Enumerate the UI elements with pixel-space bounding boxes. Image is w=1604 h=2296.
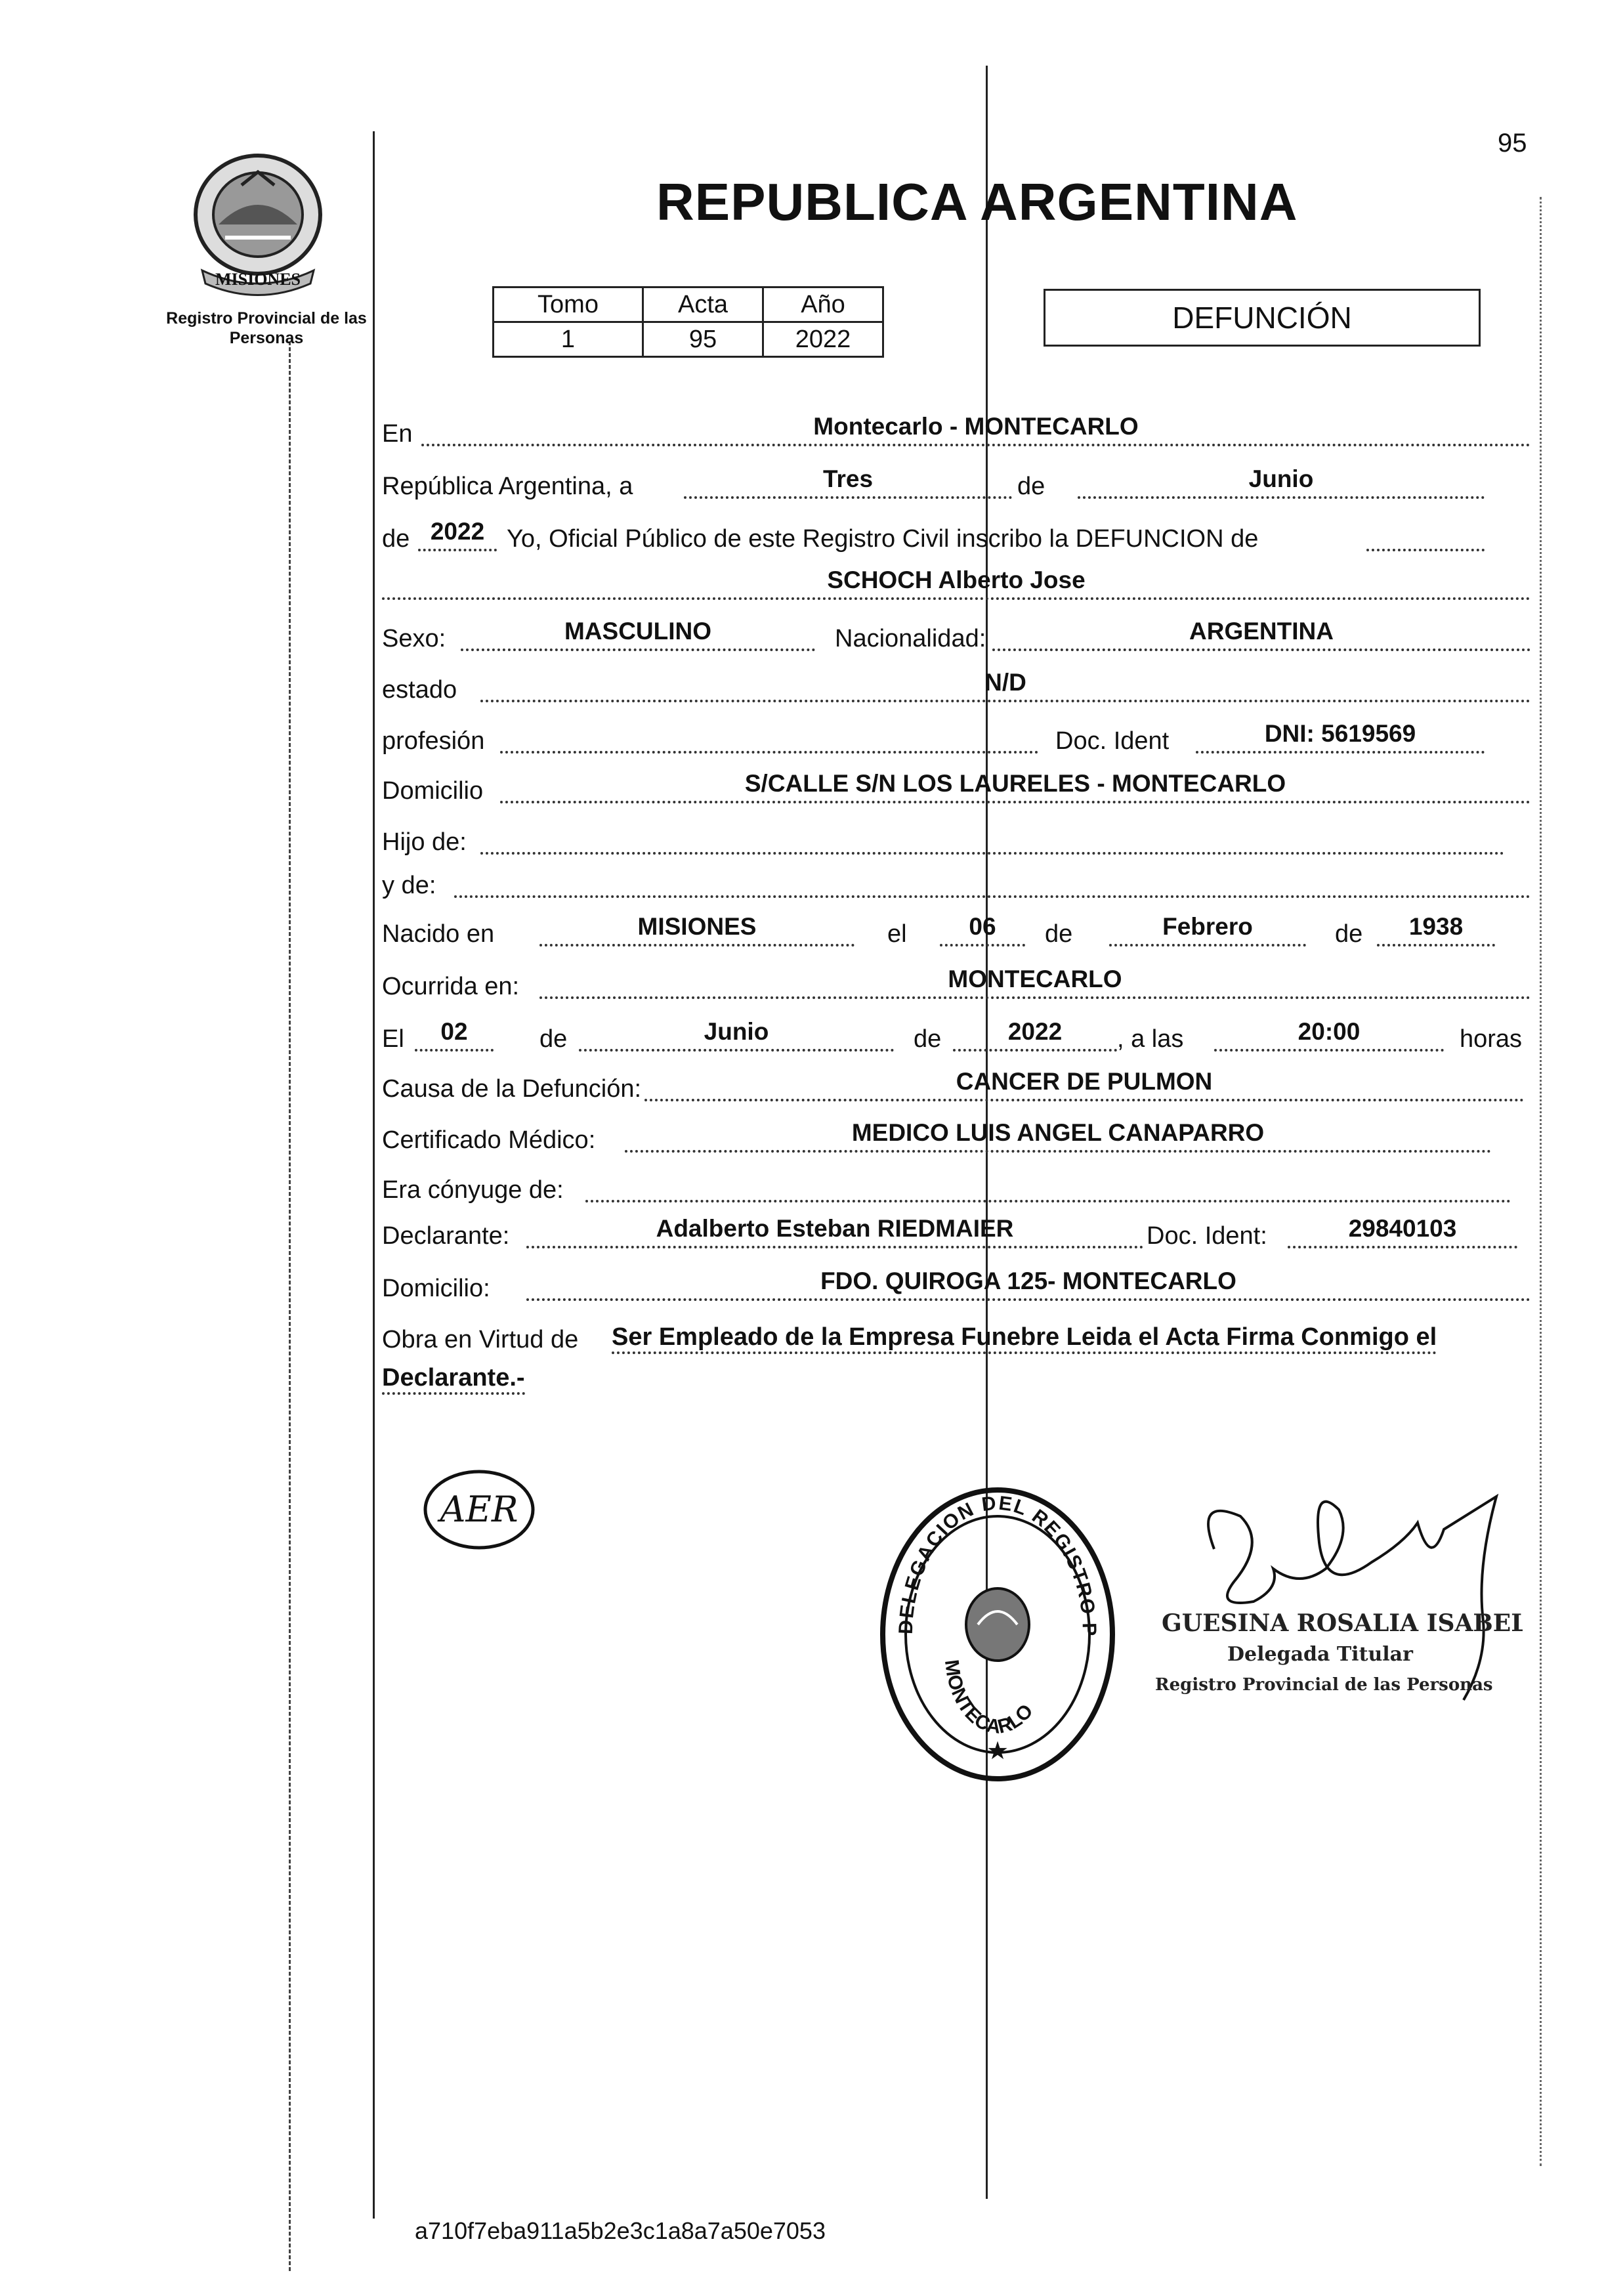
domicilio-label: Domicilio bbox=[382, 777, 484, 805]
row-domicilio bbox=[382, 769, 1537, 809]
certificado-label: Certificado Médico: bbox=[382, 1126, 596, 1154]
horas-label: horas bbox=[1460, 1025, 1523, 1053]
nacido-label: Nacido en bbox=[382, 920, 495, 948]
acta-header: Acta bbox=[643, 287, 763, 322]
tomo-value: 1 bbox=[494, 322, 643, 357]
domicilio-value: S/CALLE S/N LOS LAURELES - MONTECARLO bbox=[500, 769, 1530, 803]
hijo-value bbox=[480, 820, 1504, 855]
row-obra bbox=[382, 1319, 1537, 1405]
de-year-label: de bbox=[382, 525, 410, 553]
row-causa bbox=[382, 1067, 1537, 1107]
row-hijo bbox=[382, 820, 1537, 860]
conyuge-value bbox=[585, 1168, 1511, 1202]
nacionalidad-value: ARGENTINA bbox=[992, 617, 1530, 651]
row-en bbox=[382, 412, 1537, 452]
left-dashed-line bbox=[289, 341, 292, 2271]
record-table bbox=[492, 286, 884, 358]
acta-value: 95 bbox=[643, 322, 763, 357]
obra-value-line1: Ser Empleado de la Empresa Funebre Leida el Acta Firma Conmigo el bbox=[612, 1323, 1437, 1354]
left-margin-line bbox=[373, 131, 375, 2219]
conyuge-label: Era cónyuge de: bbox=[382, 1176, 564, 1204]
row-nacido bbox=[382, 912, 1537, 952]
doc-ident-value: DNI: 5619569 bbox=[1196, 719, 1485, 754]
domicilio-declarante-label: Domicilio: bbox=[382, 1275, 490, 1302]
registrar-office: Registro Provincial de las Personas bbox=[1155, 1675, 1493, 1695]
initials-mark bbox=[420, 1464, 538, 1559]
declarante-value: Adalberto Esteban RIEDMAIER bbox=[526, 1214, 1143, 1248]
anio-value: 2022 bbox=[763, 322, 883, 357]
yde-value bbox=[454, 864, 1530, 898]
svg-text:MONTECARLO bbox=[940, 1659, 1038, 1738]
registrar-name: GUESINA ROSALIA ISABEL bbox=[1162, 1609, 1523, 1637]
death-year: 2022 bbox=[953, 1017, 1117, 1052]
registry-caption: Registro Provincial de las Personas bbox=[166, 309, 367, 347]
de-death-year-label: de bbox=[914, 1025, 942, 1053]
stamp-star-icon: ★ bbox=[986, 1737, 1009, 1765]
right-dotted-line bbox=[1540, 197, 1543, 2166]
row-yde bbox=[382, 864, 1537, 903]
death-time: 20:00 bbox=[1214, 1017, 1444, 1052]
causa-value: CANCER DE PULMON bbox=[644, 1067, 1524, 1101]
birth-day: 06 bbox=[940, 912, 1025, 946]
estado-value: N/D bbox=[480, 668, 1530, 702]
row-death-date bbox=[382, 1017, 1537, 1057]
obra-label: Obra en Virtud de bbox=[382, 1326, 579, 1353]
document-hash: a710f7eba911a5b2e3c1a8a7a50e7053 bbox=[415, 2217, 826, 2244]
sexo-label: Sexo: bbox=[382, 625, 446, 652]
year-value: 2022 bbox=[418, 517, 497, 551]
estado-label: estado bbox=[382, 676, 457, 704]
row-conyuge bbox=[382, 1168, 1537, 1208]
declarante-label: Declarante: bbox=[382, 1222, 510, 1250]
de-death-month-label: de bbox=[539, 1025, 568, 1053]
stamp-city: MONTECARLO bbox=[940, 1658, 1038, 1738]
row-ocurrida bbox=[382, 965, 1537, 1004]
row-profesion bbox=[382, 719, 1537, 759]
de-label: de bbox=[1017, 473, 1045, 500]
en-label: En bbox=[382, 420, 413, 448]
obra-value-line2: Declarante.- bbox=[382, 1364, 525, 1395]
yo-trailing-fill bbox=[1366, 517, 1485, 551]
death-day: 02 bbox=[415, 1017, 494, 1052]
de-birth-year-label: de bbox=[1335, 920, 1363, 948]
svg-text:MISIONES: MISIONES bbox=[215, 270, 301, 289]
day-value: Tres bbox=[684, 465, 1012, 499]
nacionalidad-label: Nacionalidad: bbox=[835, 625, 986, 652]
nacido-value: MISIONES bbox=[539, 912, 855, 946]
yde-label: y de: bbox=[382, 872, 436, 899]
doc-ident-declarante-label: Doc. Ident: bbox=[1147, 1222, 1267, 1250]
en-value: Montecarlo - MONTECARLO bbox=[421, 412, 1530, 446]
row-name bbox=[382, 566, 1537, 605]
record-type-box: DEFUNCIÓN bbox=[1044, 289, 1481, 347]
alas-label: , a las bbox=[1117, 1025, 1184, 1053]
row-estado bbox=[382, 668, 1537, 708]
profesion-value bbox=[500, 719, 1038, 754]
yo-text: Yo, Oficial Público de este Registro Civil inscribo la DEFUNCION de bbox=[507, 525, 1259, 553]
official-stamp bbox=[873, 1483, 1122, 1789]
hijo-label: Hijo de: bbox=[382, 828, 467, 856]
death-month: Junio bbox=[579, 1017, 894, 1052]
stamp-text: DELEGACION DEL REGISTRO P bbox=[895, 1492, 1101, 1638]
doc-ident-declarante-value: 29840103 bbox=[1288, 1214, 1517, 1248]
row-domicilio-declarante bbox=[382, 1267, 1537, 1306]
sexo-value: MASCULINO bbox=[461, 617, 815, 651]
de-birth-month-label: de bbox=[1045, 920, 1073, 948]
row-sexo bbox=[382, 617, 1537, 656]
deceased-name: SCHOCH Alberto Jose bbox=[382, 566, 1530, 600]
signature-block bbox=[1155, 1490, 1523, 1743]
row-declarante bbox=[382, 1214, 1537, 1254]
el-death-label: El bbox=[382, 1025, 404, 1053]
profesion-label: profesión bbox=[382, 727, 485, 755]
el-label: el bbox=[887, 920, 907, 948]
registry-logo bbox=[163, 146, 353, 297]
month-value: Junio bbox=[1078, 465, 1485, 499]
birth-year: 1938 bbox=[1377, 912, 1495, 946]
page-title: REPUBLICA ARGENTINA bbox=[656, 173, 1298, 231]
row-certificado bbox=[382, 1118, 1537, 1158]
birth-month: Febrero bbox=[1109, 912, 1306, 946]
row-republica bbox=[382, 465, 1537, 504]
causa-label: Causa de la Defunción: bbox=[382, 1075, 642, 1103]
doc-ident-label: Doc. Ident bbox=[1055, 727, 1170, 755]
tomo-header: Tomo bbox=[494, 287, 643, 322]
page-number: 95 bbox=[1498, 129, 1527, 158]
republica-label: República Argentina, a bbox=[382, 473, 633, 500]
certificado-value: MEDICO LUIS ANGEL CANAPARRO bbox=[625, 1118, 1491, 1153]
ocurrida-value: MONTECARLO bbox=[539, 965, 1530, 999]
anio-header: Año bbox=[763, 287, 883, 322]
registrar-role: Delegada Titular bbox=[1227, 1643, 1413, 1666]
initials-text: AER bbox=[440, 1489, 518, 1530]
domicilio-declarante-value: FDO. QUIROGA 125- MONTECARLO bbox=[526, 1267, 1530, 1301]
ocurrida-label: Ocurrida en: bbox=[382, 973, 520, 1000]
row-year bbox=[382, 517, 1537, 557]
